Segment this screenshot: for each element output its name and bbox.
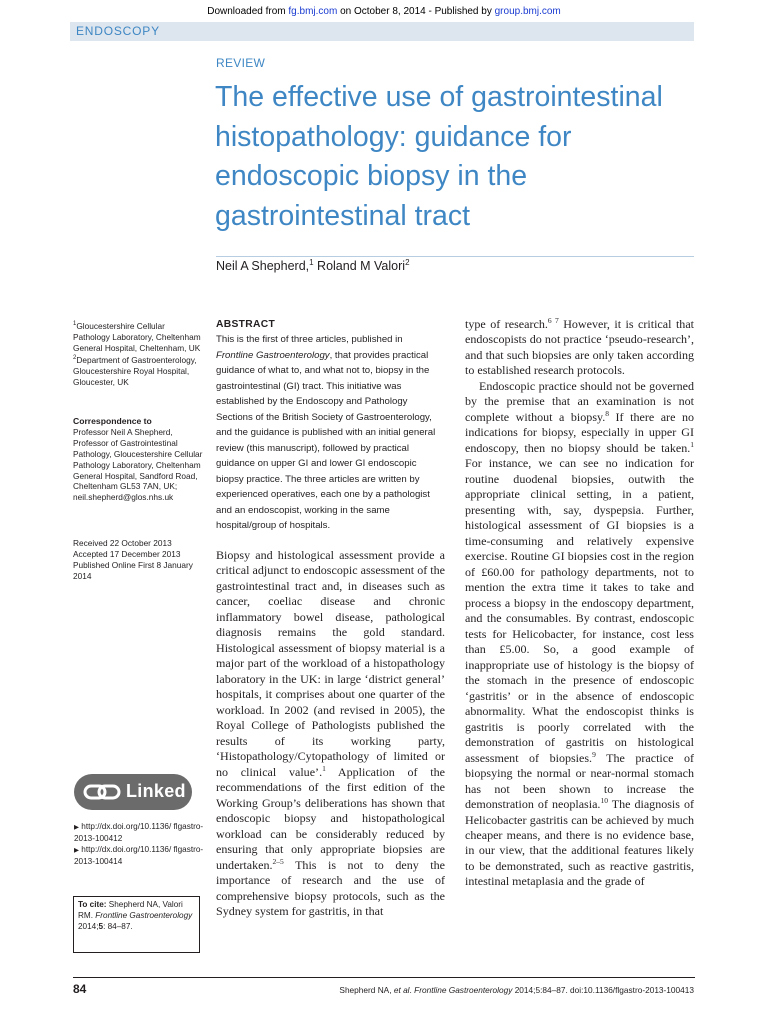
- citation-marker: 1: [690, 439, 694, 449]
- footer-journal: Frontline Gastroenterology: [414, 985, 513, 995]
- abstract-body: [216, 332, 441, 534]
- download-middle: on October 8, 2014 - Published by: [337, 6, 495, 17]
- linked-articles: [74, 822, 209, 868]
- author-1-affil: 1: [309, 258, 314, 267]
- citation-marker: 10: [600, 796, 608, 805]
- arrow-right-icon: ▶: [74, 824, 79, 831]
- body-text: type of research.: [465, 317, 548, 331]
- body-text: If there are no indications for biopsy, especially in upper GI endoscopy, then no biopsy should be taken.: [465, 409, 694, 455]
- to-cite-heading: To cite:: [78, 900, 107, 909]
- citation-marker: 2–5: [272, 856, 284, 866]
- citation-marker: 1: [322, 763, 326, 773]
- journal-section-band: [70, 22, 694, 41]
- affiliations: [73, 319, 203, 388]
- body-column-left: [216, 548, 445, 920]
- correspondence: [73, 416, 203, 503]
- abstract: [216, 318, 441, 534]
- publisher-link[interactable]: group.bmj.com: [494, 6, 561, 17]
- correspondence-body: Professor Neil A Shepherd, Professor of Gastrointestinal Pathology, Gloucestershire Cellular Pathology Laboratory, Cheltenham General Hospital, Sandford Road, Cheltenham GL53 7AN, UK; neil.shepherd@glos.nhs.uk: [73, 426, 203, 503]
- body-text: For instance, we can see no indication for routine duodenal biopsies, outwith the appropriate clinical setting, in a patient, presenting with, say, dyspepsia. Further, histological assessment of GI biopsies is a time-consuming and relatively expensive exercise. Routine GI biopsies cost in the region of £60.00 for pathology departments, not to mention the extra time it takes to take and process a biopsy in the endoscopy department, and the consumables. By contrast, endoscopic tests for Helicobacter, for instance, cost less than £5.00. So, a good example of inappropriate use of histology is the biopsy of the stomach in the presence of endoscopic ‘gastritis’ or in the absence of endoscopic abnormality. What the endoscopist thinks is gastritis is poorly correlated with the demonstration of gastritis on histological assessment of biopsies.: [465, 456, 694, 765]
- article-dates: [73, 538, 203, 582]
- to-cite-authors: Shepherd NA, Valori RM.: [78, 900, 183, 920]
- journal-section-label: ENDOSCOPY: [76, 24, 160, 38]
- linked-label: Linked: [126, 781, 186, 801]
- arrow-right-icon: ▶: [74, 846, 79, 854]
- linked-article[interactable]: [74, 822, 209, 845]
- author-2-affil: 2: [405, 258, 410, 267]
- body-text: This is not to deny the importance of research and the use of comprehensive biopsy protocols, such as the Sydney system for gastritis, in that: [216, 857, 445, 919]
- site-link[interactable]: fg.bmj.com: [288, 6, 338, 17]
- linked-article-doi: http://dx.doi.org/10.1136/ flgastro-2013-100414: [74, 844, 204, 866]
- title-divider: [216, 256, 694, 257]
- affil-1-marker: 1: [73, 321, 77, 327]
- footer-authors: Shepherd NA,: [339, 985, 394, 995]
- author-1: Neil A Shepherd,: [216, 259, 310, 274]
- citation-marker: 9: [592, 749, 596, 759]
- to-cite-journal: Frontline Gastroenterology: [95, 910, 193, 920]
- author-line: [216, 258, 410, 273]
- affil-1: Gloucestershire Cellular Pathology Laboratory, Cheltenham General Hospital, Cheltenham, UK: [73, 320, 201, 353]
- body-text: However, it is critical that endoscopists do not practice ‘pseudo-research’, and that such biopsies are only taken according to established research protocols.: [465, 317, 695, 378]
- published-date: Published Online First 8 January 2014: [73, 559, 193, 581]
- article-type: REVIEW: [216, 56, 266, 70]
- abstract-text-1: This is the first of three articles, published in: [216, 334, 403, 345]
- citation-marker: 6 7: [547, 315, 559, 325]
- body-text: Endoscopic practice should not be governed by the premise that an examination is not complete without a biopsy.: [465, 378, 694, 424]
- footer-etal: et al: [393, 985, 410, 995]
- to-cite-volume: 5: [98, 921, 104, 931]
- body-text: Application of the recommendations of the first edition of the Working Group’s deliberations has shown that endoscopic biopsy and histopathological workload can be considerably reduced by ensuring that only appropriate biopsies are undertaken.: [216, 764, 445, 872]
- body-text: Biopsy and histological assessment provide a critical adjunct to endoscopic assessment of the gastrointestinal tract and, in diseases such as cancer, coeliac disease and chronic inflammatory bowel disease, pathological diagnosis remains the gold standard. Histological assessment of biopsy material is a major part of the workload of a histopathology laboratory in the UK: in large ‘district general’ hospitals, it comprises about one quarter of the workload. In 2002 (and revised in 2005), the Royal College of Pathologists published the results of its working party, ‘Histopathology/Cytopathology of limited or no clinical value’.: [216, 548, 445, 779]
- abstract-heading: ABSTRACT: [216, 319, 276, 330]
- chain-link-icon: [83, 784, 123, 800]
- affil-2-marker: 2: [73, 355, 77, 362]
- to-cite-year: 2014;: [78, 921, 99, 931]
- abstract-journal: Frontline Gastroenterology: [216, 349, 330, 361]
- to-cite-pages: : 84–87.: [103, 921, 133, 931]
- citation-marker: 8: [605, 408, 610, 418]
- affil-2: Department of Gastroenterology, Gloucestershire Royal Hospital, Gloucester, UK: [73, 355, 197, 388]
- linked-article-doi: http://dx.doi.org/10.1136/ flgastro-2013-100412: [74, 822, 204, 843]
- body-column-right: [465, 317, 694, 890]
- to-cite-box: [73, 896, 200, 953]
- abstract-text-2: , that provides practical guidance of what to, and what not to, biopsy in the gastrointestinal (GI) tract. This initiative was established by the Endoscopy and Pathology Sections of the British Society of Gastroenterology, and the guidance is published with an initial general review (this manuscript), followed by practical guidance on upper GI and lower GI endoscopic biopsy practice. The three articles are written by experienced operatives, each one by a pathologist and an endoscopist, working in the same hospital/group of hospitals.: [216, 349, 436, 531]
- footer-doi: 2014;5:84–87. doi:10.1136/flgastro-2013-100413: [512, 985, 694, 995]
- correspondence-heading: Correspondence to: [73, 416, 152, 426]
- download-notice: [0, 6, 768, 17]
- author-2: Roland M Valori: [313, 259, 406, 274]
- linked-badge[interactable]: [74, 774, 192, 810]
- received-date: Received 22 October 2013: [73, 538, 172, 548]
- linked-article[interactable]: [74, 845, 209, 868]
- page-number: 84: [73, 982, 87, 996]
- body-paragraph: [465, 379, 694, 890]
- accepted-date: Accepted 17 December 2013: [73, 548, 181, 559]
- article-title: The effective use of gastrointestinal histopathology: guidance for endoscopic biopsy in the gastrointestinal tract: [215, 81, 663, 232]
- download-prefix: Downloaded from: [207, 6, 289, 17]
- footer-citation: [339, 985, 694, 995]
- body-text: The practice of biopsying the normal or near-normal stomach has not been shown to increase the demonstration of neoplasia.: [465, 750, 694, 812]
- body-paragraph: [465, 317, 694, 379]
- body-paragraph: [216, 548, 445, 920]
- body-text: The diagnosis of Helicobacter gastritis can be achieved by much cheaper means, and there is no evidence base, in our view, that the additional features likely to be demonstrated, such as reactive gastritis, intestinal metaplasia and the grade of: [465, 797, 694, 889]
- footer-divider: [73, 977, 695, 978]
- footer-sep: .: [409, 985, 415, 995]
